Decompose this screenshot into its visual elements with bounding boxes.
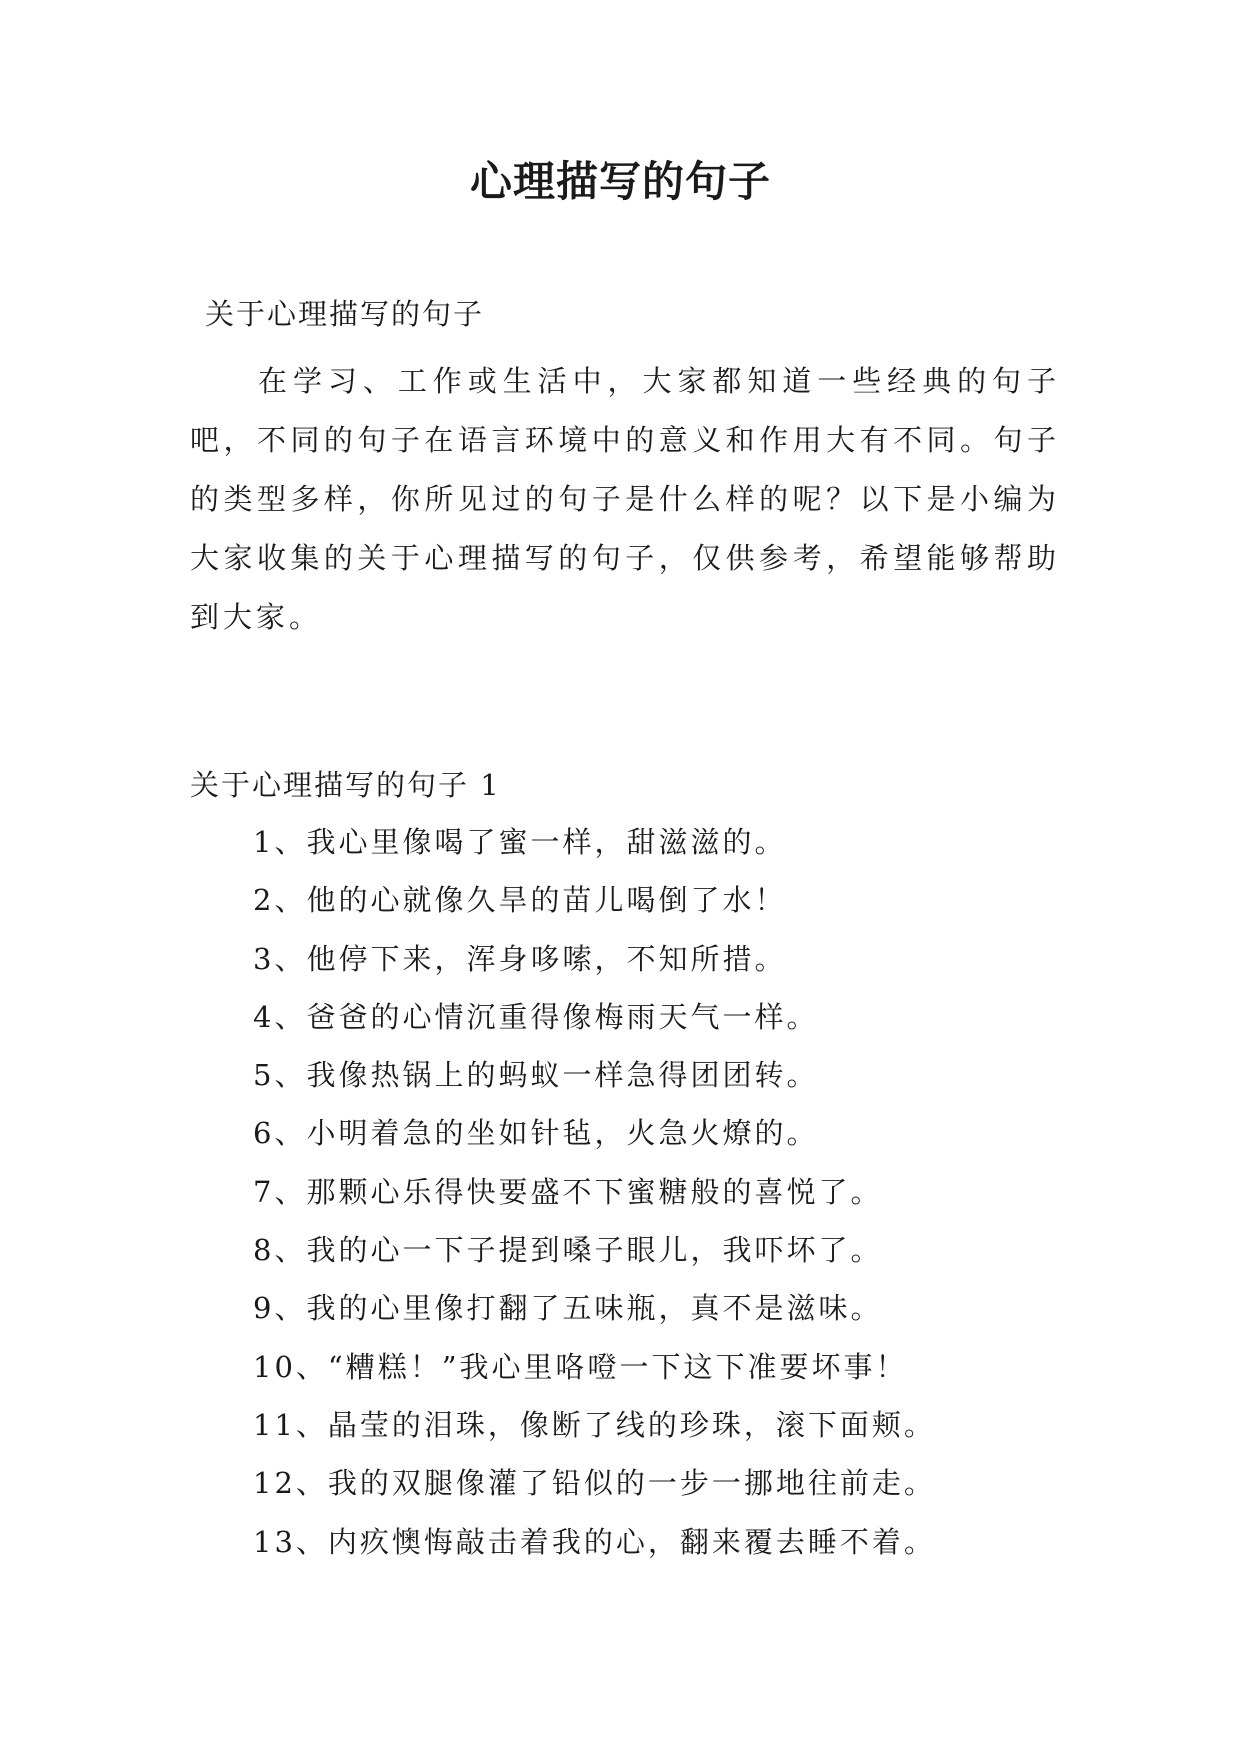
list-item: 10、“糟糕！”我心里咯噔一下这下准要坏事！ [253, 1349, 908, 1384]
page-title: 心理描写的句子 [469, 157, 771, 206]
list-item: 6、小明着急的坐如针毡，火急火燎的。 [253, 1116, 819, 1151]
list-item: 9、我的心里像打翻了五味瓶，真不是滋味。 [253, 1291, 883, 1326]
subtitle: 关于心理描写的句子 [205, 297, 485, 331]
list-item: 8、我的心一下子提到嗓子眼儿，我吓坏了。 [253, 1233, 883, 1268]
list-item: 11、晶莹的泪珠，像断了线的珍珠，滚下面颊。 [253, 1407, 936, 1442]
list-item: 4、爸爸的心情沉重得像梅雨天气一样。 [253, 999, 819, 1034]
list-item: 13、内疚懊悔敲击着我的心，翻来覆去睡不着。 [253, 1524, 936, 1559]
list-item: 5、我像热锅上的蚂蚁一样急得团团转。 [253, 1058, 819, 1093]
list-item: 3、他停下来，浑身哆嗦，不知所措。 [253, 941, 787, 976]
list-item: 2、他的心就像久旱的苗儿喝倒了水！ [253, 883, 787, 918]
sentence-list [253, 822, 1073, 1580]
section-heading: 关于心理描写的句子 1 [190, 768, 501, 802]
intro-paragraph: 在学习、工作或生活中，大家都知道一些经典的句子吧，不同的句子在语言环境中的意义和作用大有不同。句子的类型多样，你所见过的句子是什么样的呢？以下是小编为大家收集的关于心理描写的句子，仅供参考，希望能够帮助到大家。 [190, 364, 1060, 634]
list-item: 7、那颗心乐得快要盛不下蜜糖般的喜悦了。 [253, 1174, 883, 1209]
list-item: 1、我心里像喝了蜜一样，甜滋滋的。 [253, 825, 787, 859]
list-item: 12、我的双腿像灌了铅似的一步一挪地往前走。 [253, 1466, 936, 1501]
